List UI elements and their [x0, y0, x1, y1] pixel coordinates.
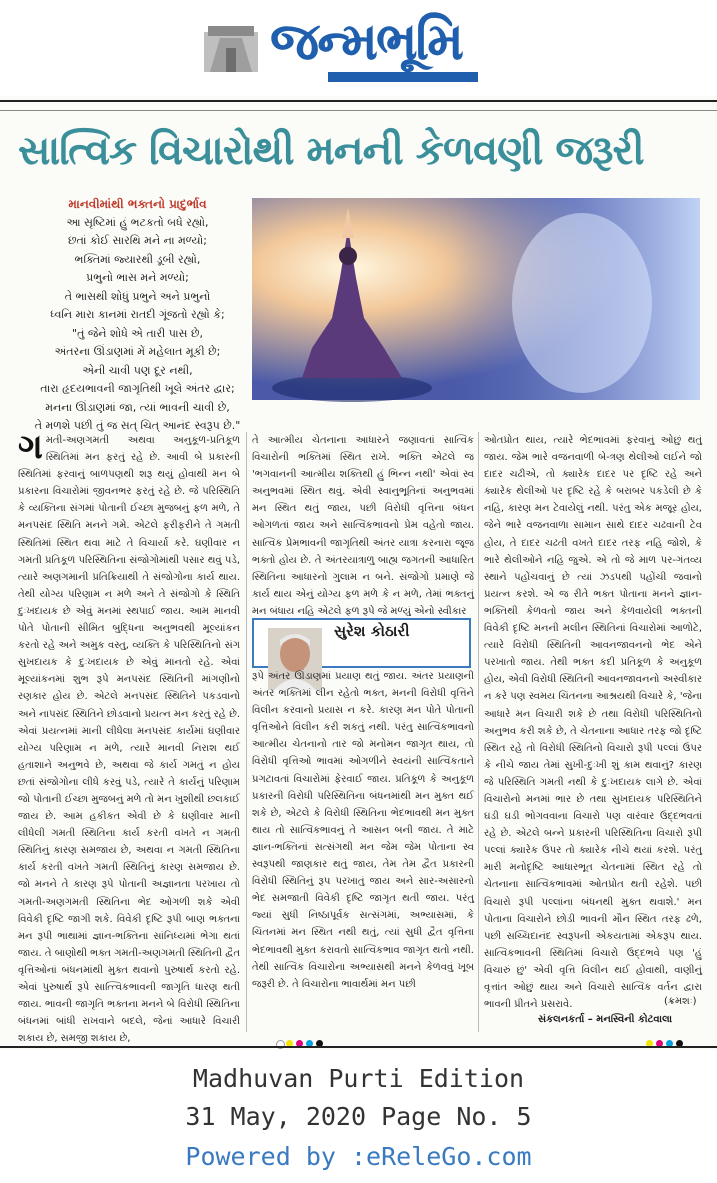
newspaper-logo-text: જન્મભૂમિ	[270, 12, 463, 72]
author-name: સુરેશ કોઠારી	[334, 622, 410, 640]
poem-line: તે મળશે પછી તું જ સત્‌ ચિત્‌ આનંદ સ્વરૂપ છે."	[34, 419, 241, 432]
poem-line: તારા હૃદયભાવની જાગૃતિથી ખૂલે અંતર દ્વાર;	[40, 382, 235, 395]
bottom-rule	[0, 1046, 717, 1048]
top-rule	[0, 100, 717, 102]
column-divider	[478, 432, 479, 1032]
column-text: મતી-અણગમતી અથવા અનુકૂળ-પ્રતિકૂળ સ્થિતિમાં મન ફરતું રહે છે. આવી બે પ્રકારની સ્થિતિમાં ફરવાનું બાળપણથી શરૂ થયું હોવાથી મન બે પ્રકારના વિચારોમાં જીવનભર ફરતું રહે છે. જે પરિસ્થિતિ કે વ્યક્તિના સંગમાં પોતાની ઈચ્છા મુજબનું ફળ મળે, તે મનપસંદ સ્થિતિ મનને ગમે. એટલે ફરીફરીને તે ગમતી સ્થિતિમાં સ્થિત થવા માટે તે વિચાર્યા કરે. ઘણીવાર ન ગમતી પ્રતિકૂળ પરિસ્થિતિના સંજોગોમાંથી પસાર થવું પડે, ત્યારે અણગમાની પ્રતિક્રિયાથી તે સંજોગોના કાર્ય થાય. તેથી યોગ્ય પરિણામ ન મળે અને તે સંજોગો કે સ્થિતિ દુઃખદાયક છે એવું મનમાં સ્થપાઈ જાય. આમ માનવી પોતે પોતાની સીમિત બુદ્ધિના અનુભવથી મૂલ્યાંકન કરતો રહે અને અમુક વસ્તુ, વ્યક્તિ કે પરિસ્થિતિનો સંગ સુખદાયક કે દુઃખદાયક છે એવું માનતો રહે. એવાં મૂલ્યાંકનમાં શુભ રૂપે મનપસંદ સ્થિતિની માંગણીનો રણકાર હોય છે. એટલે મનપસંદ સ્થિતિને પકડવાનો અને નાપસંદ સ્થિતિને છોડવાનો પ્રયત્ન મન કરતું રહે છે. એવાં પ્રયત્નમાં માની લીધેલા મનપસંદ કાર્યમાં ઘણીવાર યોગ્ય પરિણામ ન મળે, ત્યારે માનવી નિરાશ થઈ હતાશાને અનુભવે છે, અથવા જે કાર્ય ગમતું ન હોય છતાં સંજોગોના લીધે કરવું પડે, ત્યારે તે કાર્યનું પરિણામ જો પોતાની ઈચ્છા મુજબનું મળે તો મન ખુશીથી છલકાઈ જાય છે. આમ હકીકત એવી છે કે ઘણીવાર માની લીધેલી ગમતી સ્થિતિના કાર્ય કરતી વખતે ન ગમતી સ્થિતિનું કારણ સમજાય છે, અથવા ન ગમતી સ્થિતિના કાર્ય કરતી વખતે ગમતી સ્થિતિનું કારણ સમજાય છે. જો મનને તે કારણ રૂપે પોતાની અજ્ઞાનતા પરખાય તો ગમતી-અણગમતી સ્થિતિના ભેદ ઓગળી શકે એવી વિવેકી દૃષ્ટિ જાગી શકે. વિવેકી દૃષ્ટિ રૂપી બાણ ભક્તના મન રૂપી ભાથામાં જ્ઞાન-ભક્તિના સાંનિધ્યમાં ભેગા થતાં જાય. તે બાણોથી ભક્ત ગમતી-અણગમતી સ્થિતિની દ્વૈત વૃત્તિઓનાં બંધનમાંથી મુક્ત થવાનો પુરુષાર્થ કરતો રહે. એવાં પુરુષાર્થ રૂપે સાત્ત્વિકભાવની જાગૃતિ ધારણ થતી જાય. ભાવની જાગૃતિ ભક્તના મનને બે વિરોધી સ્થિતિના બંધનમાં બાંધી રાખવાને બદલે, જેનાં આધારે વિચારી શકાય છે, સમજી શકાય છે,	[18, 435, 241, 1045]
column-divider	[246, 432, 247, 1032]
edition-name: Madhuvan Purti Edition	[192, 1064, 525, 1093]
meditation-photo	[252, 198, 700, 400]
drop-cap: ગ	[18, 427, 43, 467]
poem-block	[30, 195, 245, 436]
edition-date-page: 31 May, 2020 Page No. 5	[185, 1102, 532, 1131]
byline: સંકલનકર્તા – મનસ્વિની કોટવાલા	[538, 1014, 673, 1025]
masthead	[0, 0, 717, 96]
poem-line: આ સૃષ્ટિમાં હું ભટકતો બધે રહ્યો,	[66, 215, 209, 229]
column-text: તે આત્મીય ચેતનાના આધારને જણાવતાં સાત્વિક વિચારોની ભક્તિમાં સ્થિત રાખે. ભક્તિ એટલે જ 'ભગવાનની આત્મીય શક્તિથી હું ભિન્ન નથી' એવાં સ્વ અનુભવમાં સ્થિત થવું. એવી સ્વાનુભૂતિનાં અનુભવમાં મન સ્થિત થતું જાય, પછી વિરોધી વૃત્તિના બંધન ઓગળતાં જાય અને સાત્વિકભાવનો પ્રેમ વહેતો જાય. સાત્વિક પ્રેમભાવની જાગૃતિથી અંતર યાત્રા કરનારા જૂજ ભક્તો હોય છે. તે અંતરયાત્રાળુ બાહ્ય જગતની આધારિત સ્થિતિના આધારનો ગુલામ ન બને. સંજોગો પ્રમાણે જે કાર્ય થાય એનું યોગ્ય ફળ મળે કે ન મળે, તેમાં ભક્તનું મન બંધાય નહિ એટલે ફળ રૂપે જે મળ્યું એનો સ્વીકાર	[252, 435, 474, 617]
poem-line: મનના ઊંડાણમાં જા, ત્યાં ભાવની ચાવી છે,	[45, 400, 230, 414]
poem-line: છતાં કોઈ સારથિ મને ના મળ્યો;	[67, 234, 208, 247]
column-text: રૂપે અંતર ઊંડાણમાં પ્રયાણ થતું જાય. અંતર પ્રયાણની અંતર ભક્તિમાં લીન રહેતો ભક્ત, મનની વિરોધી વૃત્તિને વિલીન કરવાનો પ્રયાસ ન કરે. કારણ મન પોતે પોતાની વૃત્તિઓને વિલીન કરી શકતું નથી. પરંતુ સાત્વિકભાવનો આત્મીય ચેતનાનો તાર જો મનોમન જાગૃત થાય, તો વિરોધી વૃત્તિઓ ભાવમાં ઓગળીને સ્વયંની સાત્વિકતાને પ્રગટાવતાં વિચારોમાં ફેરવાઈ જાય. પ્રતિકૂળ કે અનુકૂળ પ્રકારની વિરોધી પરિસ્થિતિના બંધનમાંથી મન મુક્ત થઈ શકે છે, એટલે કે વિરોધી સ્થિતિના ભેદભાવથી મન મુક્ત થાય તો સાત્વિકભાવનું તે આસન બની જાય. તે માટે જ્ઞાન-ભક્તિનાં સત્સંગથી મન જેમ જેમ પોતાના સ્વ સ્વરૂપથી જાણકાર થતું જાય, તેમ તેમ દ્વૈત પ્રકારની વિરોધી સ્થિતિનું રૂપ પરખાતું જાય અને સાર-અસારનો ભેદ સમજાતી વિવેકી દૃષ્ટિ જાગૃત થતી જાય. પરંતુ જ્યાં સુધી નિષ્ઠાપૂર્વક સત્સંગમાં, અભ્યાસમાં, કે ચિંતનમાં મન સ્થિત નથી થતું, ત્યાં સુધી દ્વૈત વૃત્તિના ભેદભાવથી મુક્ત કરાવતો સાત્વિકભાવ જાગૃત થતો નથી. તેથી સાત્વિક વિચારોના અભ્યાસથી મનને કેળવવું ખૂબ જરૂરી છે. તે વિચારોના ભાવાર્થમાં મન પછી	[252, 671, 474, 990]
poem-line: "તું જેને શોધે એ તારી પાસ છે,	[72, 326, 203, 340]
column-text: ઓતપ્રોત થાય, ત્યારે ભેદભાવમાં ફરવાનું ઓછું થતું જાય. જેમ ભારે વજનવાળી બે-ત્રણ થેલીઓ લઈને જો દાદર ચઢીએ, તો ક્યારેક દાદર પર દૃષ્ટિ રહે અને ક્યારેક થેલીઓ પર દૃષ્ટિ રહે કે બરાબર પકડેલી છે કે નહિ, કારણ મન ટેવાયેલું નથી. પરંતુ એક મજૂર હોય, જેને ભારે વજનવાળા સામાન સાથે દાદર ચઢવાની ટેવ હોય, તે દાદર ચઢતી વખતે દાદર તરફ નહિ જોશે, કે ભારે થેલીઓને નહિ જુએ. એ તો જે માળ પર-ગંતવ્ય સ્થાને પહોંચવાનું છે ત્યાં ઝડપથી પહોંચી જવાનો પ્રયત્ન કરશે. એ જ રીતે ભક્ત પોતાના મનને જ્ઞાન-ભક્તિથી કેળવતો જાય અને કેળવાયેલી ભક્તની વિવેકી દૃષ્ટિ મનની મલીન સ્થિતિનાં વિચારોમાં આળોટે, ત્યારે વિરોધી સ્થિતિની આવનજાવનનો ભેદ એને પરખાતો જાય. તેથી ભક્ત કદી પ્રતિકૂળ કે અનુકૂળ હોય, એવી વિરોધી સ્થિતિની આવનજાવનનો અસ્વીકાર ન કરે પણ સ્વમય ચિંતનના આશ્રયથી વિચારે કે, 'જેના આધારે મન વિચારી શકે છે તથા વિરોધી પરિસ્થિતિનો અનુભવ કરી શકે છે, તે ચેતનાના આધાર તરફ જો દૃષ્ટિ સ્થિત રહે તો વિરોધી સ્થિતિનો વિચારો રૂપી પલ્લાં ઉપર કે નીચે જાય તેમાં સુખી-દુઃખી શું કામ થવાનું? કારણ જે પરિસ્થિતિ ગમતી નથી કે દુઃખદાયક લાગે છે. એવાં વિચારોનો મનમાં ભાર છે તથા સુખદાયક પરિસ્થિતિને ઘડી ઘડી ભોગવવાના વિચારો પણ વારંવાર ઉદ્દભવતાં રહે છે. એટલે બન્ને પ્રકારની પરિસ્થિતિના વિચારો રૂપી પલ્લાં ક્યારેક ઉપર તો ક્યારેક નીચે થયાં કરશે. પરંતુ મારી મનોદૃષ્ટિ આધારભૂત ચેતનામાં સ્થિત રહે તો ચેતનાના સાત્વિકભાવમાં ઓતપ્રોત થતી રહેશે. પછી વિચારો રૂપી પલ્લાંના બંધનથી મુક્ત થવાશે.' મન પોતાના વિચારોને છોડી ભાવની મૌન સ્થિત તરફ ઢળે, પછી સચ્ચિદાનંદ સ્વરૂપની એકયતામાં એકરૂપ થાય. સાત્વિકભાવની સ્થિતિમાં વિચારો ઉદ્દભવે પણ 'હું વિચારું છું' એવી વૃત્તિ વિલીન થઈ હોવાથી, વાણીનું વૃત્તાંત ઓછું થાય અને વિચારો સાત્વિક વર્તન દ્વારા ભાવની પ્રીતને પ્રસરાવે.	[484, 435, 702, 1011]
edition-footer	[0, 1050, 717, 1183]
newspaper-logo-emblem	[200, 18, 262, 80]
article-column-2-continued	[252, 668, 474, 1036]
powered-by-link[interactable]: Powered by :eReleGo.com	[185, 1142, 532, 1171]
logo-tagline-bar	[328, 72, 478, 82]
poem-line: એની ચાવી પણ દૂર નથી,	[82, 363, 193, 377]
poem-line: પ્રભુનો ભાસ મને મળ્યો;	[86, 271, 189, 284]
poem-title: માનવીમાંથી ભક્તનો પ્રાદુર્ભાવ	[68, 197, 207, 211]
poem-line: અંતરના ઊંડાણમાં મેં મહેલાત મૂકી છે;	[54, 345, 221, 358]
article-headline: સાત્વિક વિચારોથી મનની કેળવણી જરૂરી	[18, 128, 644, 174]
poem-line: ભક્તિમાં જ્યારથી ડૂબી રહ્યો,	[74, 252, 201, 266]
poem-line: ધ્વનિ મારા કાનમાં રાતદી ગૂંજતો રહ્યો કે;	[50, 308, 225, 321]
article-column-3	[484, 432, 702, 1011]
top-rule-thin	[0, 110, 717, 111]
poem-line: તે ભાસથી શોધું પ્રભુને અને પ્રભુનો	[64, 289, 211, 303]
continued-note: (ક્રમશઃ)	[664, 996, 697, 1007]
article-column-2	[252, 432, 474, 617]
article-column-1	[18, 427, 241, 1045]
